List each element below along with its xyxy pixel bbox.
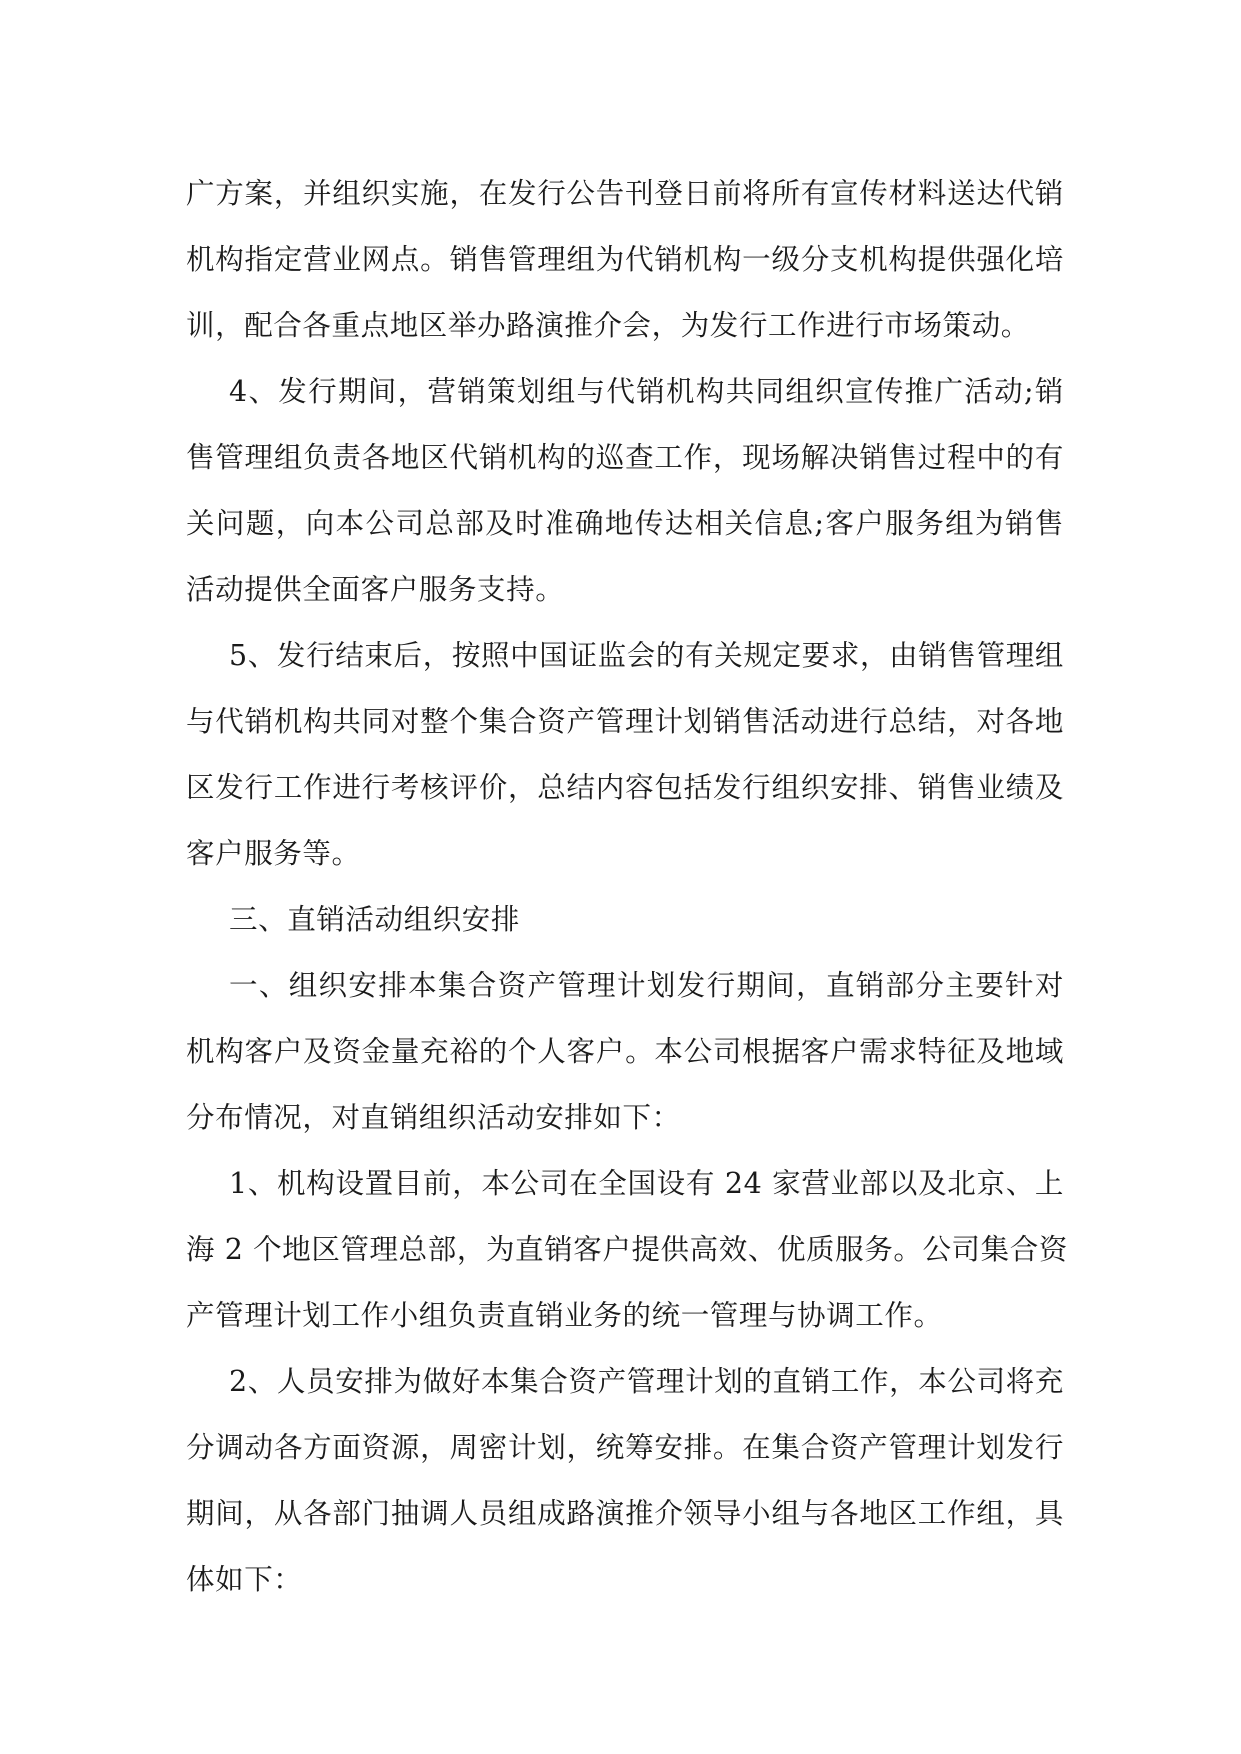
- document-body: [186, 161, 1068, 1613]
- text-line: 机构客户及资金量充裕的个人客户。本公司根据客户需求特征及地域: [186, 1035, 1064, 1068]
- text-line: 期间，从各部门抽调人员组成路演推介领导小组与各地区工作组，具: [186, 1497, 1064, 1530]
- text-line: 海 2 个地区管理总部，为直销客户提供高效、优质服务。公司集合资: [186, 1233, 1068, 1266]
- text-line: 2、人员安排为做好本集合资产管理计划的直销工作，本公司将充: [229, 1365, 1064, 1398]
- text-line: 4、发行期间，营销策划组与代销机构共同组织宣传推广活动;销: [229, 375, 1064, 408]
- text-line: 关问题，向本公司总部及时准确地传达相关信息;客户服务组为销售: [186, 507, 1064, 540]
- paragraph-item-2: [186, 1349, 1064, 1613]
- paragraph-item-4: [186, 359, 1064, 623]
- text-line: 体如下：: [186, 1563, 303, 1596]
- text-line: 分布情况，对直销组织活动安排如下：: [186, 1101, 681, 1134]
- paragraph-continuation: [186, 161, 1064, 359]
- section-title: 三、直销活动组织安排: [229, 903, 521, 936]
- text-line: 一、组织安排本集合资产管理计划发行期间，直销部分主要针对: [229, 969, 1064, 1002]
- text-line: 售管理组负责各地区代销机构的巡查工作，现场解决销售过程中的有: [186, 441, 1064, 474]
- paragraph-item-1: [186, 1151, 1068, 1349]
- text-line: 区发行工作进行考核评价，总结内容包括发行组织安排、销售业绩及: [186, 771, 1064, 804]
- text-line: 分调动各方面资源，周密计划，统筹安排。在集合资产管理计划发行: [186, 1431, 1064, 1464]
- paragraph-item-5: [186, 623, 1064, 887]
- text-line: 广方案，并组织实施，在发行公告刊登日前将所有宣传材料送达代销: [186, 177, 1064, 210]
- paragraph-organization: [186, 953, 1064, 1151]
- text-line: 产管理计划工作小组负责直销业务的统一管理与协调工作。: [186, 1299, 943, 1332]
- text-line: 5、发行结束后，按照中国证监会的有关规定要求，由销售管理组: [229, 639, 1064, 672]
- text-line: 机构指定营业网点。销售管理组为代销机构一级分支机构提供强化培: [186, 243, 1064, 276]
- section-heading: [186, 887, 1064, 953]
- text-line: 训，配合各重点地区举办路演推介会，为发行工作进行市场策动。: [186, 309, 1030, 342]
- text-line: 客户服务等。: [186, 837, 361, 870]
- text-line: 与代销机构共同对整个集合资产管理计划销售活动进行总结，对各地: [186, 705, 1064, 738]
- text-line: 活动提供全面客户服务支持。: [186, 573, 565, 606]
- text-line: 1、机构设置目前，本公司在全国设有 24 家营业部以及北京、上: [229, 1167, 1064, 1200]
